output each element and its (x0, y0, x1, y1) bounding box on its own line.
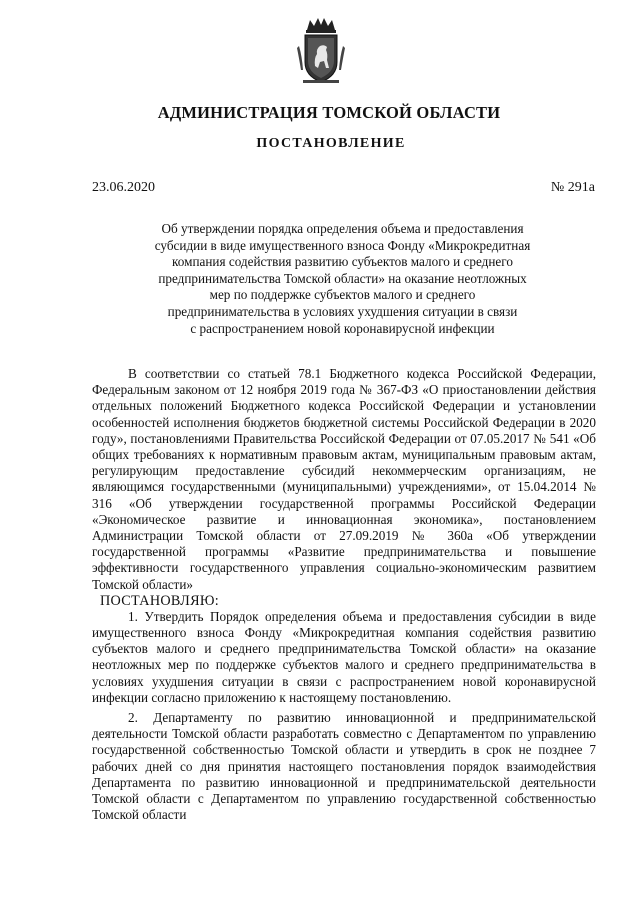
document-body (92, 366, 596, 823)
item-1-paragraph: 1. Утвердить Порядок определения объема и предоставления субсидии в виде имущественного взноса Фонду «Микрокредитная компания содействия развитию субъектов малого и среднего предпринимательства Томской области» на оказание неотложных мер по поддержке субъектов малого и среднего предпринимательства в условиях ухудшения ситуации в связи с распространением новой коронавирусной инфекции согласно приложению к настоящему постановлению. (92, 608, 596, 705)
document-subject (140, 221, 545, 337)
document-date: 23.06.2020 (92, 180, 155, 195)
subject-line: Об утверждении порядка определения объема и предоставления (161, 221, 524, 236)
subject-line: предпринимательства Томской области» на оказание неотложных (158, 270, 527, 286)
coat-of-arms-icon (297, 16, 345, 86)
organization-title: АДМИНИСТРАЦИЯ ТОМСКОЙ ОБЛАСТИ (157, 103, 501, 122)
document-number: № 291а (550, 180, 595, 195)
subject-line: предпринимательства в условиях ухудшения ситуации в связи (167, 303, 518, 319)
item-2-paragraph: 2. Департаменту по развитию инновационной и предпринимательской деятельности Томской области разработать совместно с Департаментом по управлению государственной собственностью Томской области и утвердить в срок не позднее 7 рабочих дней со дня принятия настоящего постановления порядок взаимодействия Департамента по развитию инновационной и предпринимательской деятельности Томской области с Департаментом по управлению государственной собственностью Томской области (92, 710, 596, 823)
resolve-heading: ПОСТАНОВЛЯЮ: (100, 592, 219, 609)
subject-line: компания содействия развитию субъектов малого и среднего (172, 254, 513, 270)
subject-line: мер по поддержке субъектов малого и среднего (209, 287, 476, 303)
document-type: ПОСТАНОВЛЕНИЕ (256, 136, 406, 151)
preamble-paragraph: В соответствии со статьей 78.1 Бюджетного кодекса Российской Федерации, Федеральным законом от 12 ноября 2019 года № 367-ФЗ «О приостановлении действия отдельных положений Бюджетного кодекса Российской Федерации и установлении особенностей исполнения бюджетов бюджетной системы Российской Федерации в 2020 году», постановлениями Правительства Российской Федерации от 07.05.2017 № 541 «Об общих требованиях к нормативным правовым актам, муниципальным правовым актам, регулирующим предоставление субсидий некоммерческим организациям, не являющимся государственными (муниципальными) учреждениями», от 15.04.2014 № 316 «Об утверждении государственной программы Российской Федерации «Экономическое развитие и инновационная экономика», постановлением Администрации Томской области от 27.09.2019 № 360а «Об утверждении государственной программы «Развитие предпринимательства и повышение эффективности государственного управления социально-экономическим развитием Томской области» (92, 366, 596, 592)
subject-line: с распространением новой коронавирусной инфекции (190, 320, 495, 336)
subject-line: субсидии в виде имущественного взноса Фонду «Микрокредитная (154, 237, 531, 253)
